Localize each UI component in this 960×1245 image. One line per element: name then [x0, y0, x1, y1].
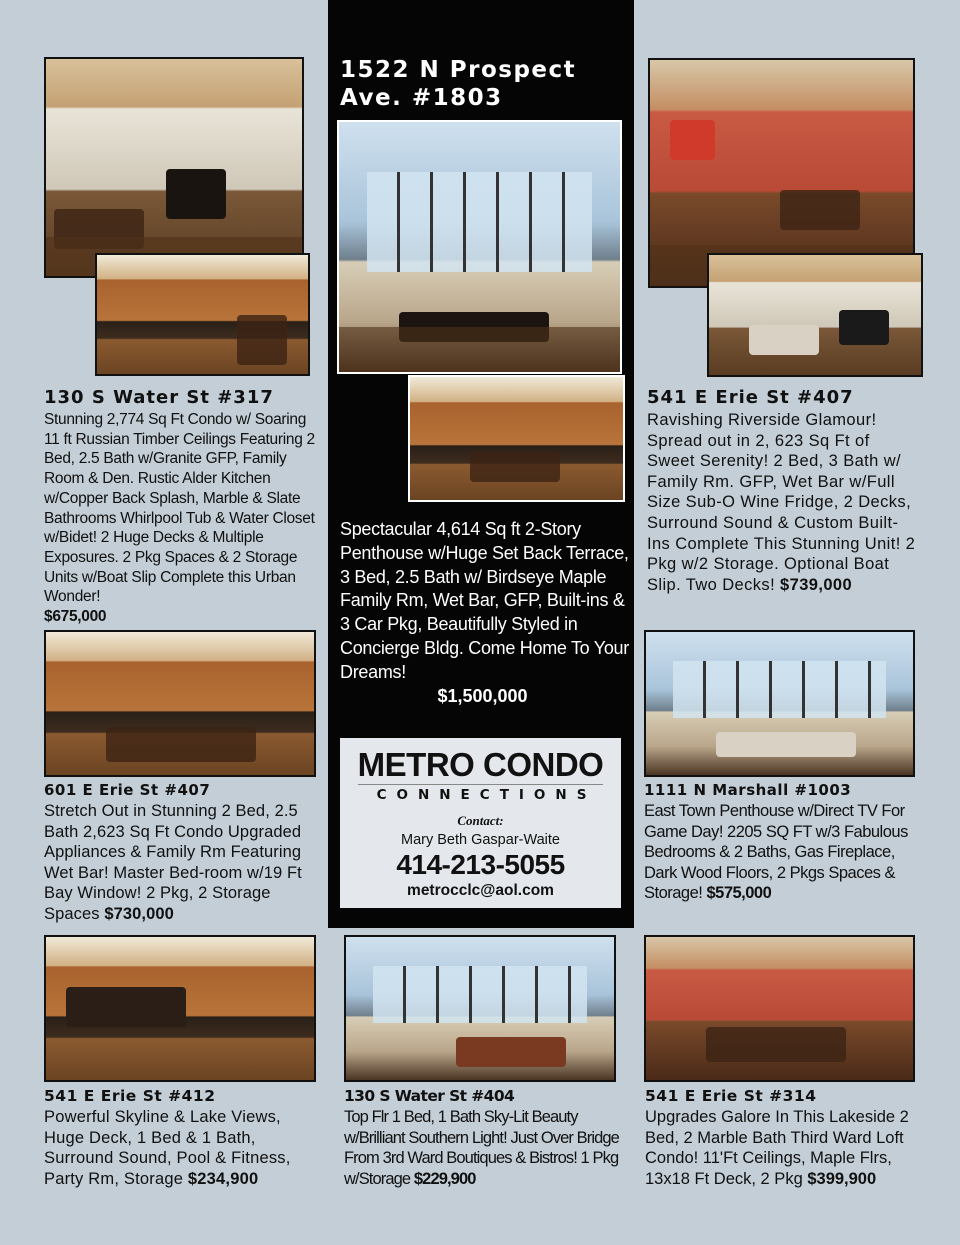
featured-description: Spectacular 4,614 Sq ft 2-Story Penthouse w/Huge Set Back Terrace, 3 Bed, 2.5 Bath w/ Birdseye Maple Family Rm, Wet Bar, GFP, Built-ins & 3 Car Pkg, Beautifully Styled in Concierge Bldg. Come Home To Your Dreams! — [340, 519, 629, 682]
listing-price: $234,900 — [187, 1169, 259, 1188]
brand-name: METRO CONDO — [357, 746, 604, 783]
listing-address: 130 S Water St #404 — [344, 1087, 515, 1105]
listing-description-text: Top Flr 1 Bed, 1 Bath Sky-Lit Beauty w/Brilliant Southern Light! Just Over Bridge From 3rd Ward Boutiques & Bistros! 1 Pkg w/Storage — [344, 1108, 619, 1188]
listing-address: 601 E Erie St #407 — [44, 781, 211, 799]
listing-card — [647, 387, 919, 595]
listing-photo-living-room — [44, 57, 304, 278]
featured-price: $1,500,000 — [437, 686, 528, 706]
listing-address: 130 S Water St #317 — [44, 387, 274, 408]
listing-card — [44, 387, 316, 627]
contact-label: Contact: — [457, 813, 504, 828]
listing-price: $575,000 — [706, 884, 772, 903]
listing-description — [644, 801, 924, 904]
listing-description — [344, 1107, 620, 1189]
listing-address: 541 E Erie St #412 — [44, 1087, 216, 1105]
contact-card — [340, 738, 621, 908]
listing-card — [645, 1087, 920, 1189]
listing-card — [344, 1087, 620, 1189]
listing-price: $229,900 — [413, 1169, 476, 1188]
listing-photo-open-kitchen — [44, 935, 316, 1082]
featured-photo-dining — [337, 120, 622, 374]
listing-description-text: Stretch Out in Stunning 2 Bed, 2.5 Bath 2,623 Sq Ft Condo Upgraded Appliances & Family Rm Featuring Wet Bar! Master Bed-room w/19 Ft Bay Window! 2 Pkg, 2 Storage Spaces — [44, 802, 302, 923]
listing-photo-kitchen-island — [44, 630, 316, 777]
listing-description — [647, 410, 919, 595]
listing-photo-kitchen — [95, 253, 310, 376]
agent-phone[interactable]: 414-213-5055 — [396, 849, 565, 880]
listing-price: $739,000 — [780, 575, 853, 594]
listing-description — [44, 410, 316, 627]
listing-card — [44, 781, 316, 925]
featured-address: 1522 N Prospect Ave. #1803 — [340, 57, 577, 111]
brand-divider — [358, 784, 603, 785]
listing-description — [44, 1107, 316, 1189]
agent-name: Mary Beth Gaspar-Waite — [400, 832, 560, 848]
listing-price: $399,900 — [807, 1169, 877, 1188]
listing-description-text: Powerful Skyline & Lake Views, Huge Deck, 1 Bed & 1 Bath, Surround Sound, Pool & Fitness, Party Rm, Storage — [44, 1108, 291, 1188]
listing-description-text: Stunning 2,774 Sq Ft Condo w/ Soaring 11 ft Russian Timber Ceilings Featuring 2 Bed, 2.5 Bath w/Granite GFP, Family Room & Den. Rustic Alder Kitchen w/Copper Back Splash, Marble & Slate Bathrooms Whirlpool Tub & Water Closet w/Bidet! 2 Huge Decks & Multiple Exposures. 2 Pkg Spaces & 2 Storage Units w/Boat Slip Complete this Urban Wonder! — [44, 411, 315, 606]
listing-description-text: Upgrades Galore In This Lakeside 2 Bed, 2 Marble Bath Third Ward Loft Condo! 11'Ft Ceilings, Maple Flrs, 13x18 Ft Deck, 2 Pkg — [645, 1108, 909, 1188]
listing-price: $675,000 — [44, 608, 107, 626]
listing-address: 541 E Erie St #314 — [645, 1087, 817, 1105]
listing-price: $730,000 — [104, 904, 174, 923]
listing-card — [44, 1087, 316, 1189]
featured-photo-kitchen — [408, 375, 625, 502]
agent-email[interactable]: metrocclc@aol.com — [407, 882, 554, 899]
listing-card — [644, 781, 924, 904]
listing-photo-penthouse-living — [644, 630, 915, 777]
listing-address: 541 E Erie St #407 — [647, 387, 854, 408]
listing-description — [44, 801, 316, 925]
listing-address: 1111 N Marshall #1003 — [644, 781, 852, 799]
listing-description-text: Ravishing Riverside Glamour! Spread out in 2, 623 Sq Ft of Sweet Serenity! 2 Bed, 3 Bath w/ Family Rm. GFP, Wet Bar w/Full Size Sub-O Wine Fridge, 2 Decks, Surround Sound & Custom Built-Ins Complete This Stunning Unit! 2 Pkg w/2 Storage. Optional Boat Slip. Two Decks! — [647, 411, 916, 594]
listing-photo-loft-kitchen — [644, 935, 915, 1082]
listing-description-text: East Town Penthouse w/Direct TV For Game Day! 2205 SQ FT w/3 Fabulous Bedrooms & 2 Baths, Gas Fireplace, Dark Wood Floors, 2 Pkgs Spaces & Storage! — [644, 802, 908, 903]
brand-tagline: CONNECTIONS — [376, 787, 597, 803]
listing-photo-loft-living — [344, 935, 616, 1082]
listing-description — [645, 1107, 920, 1189]
listing-photo-family-room — [707, 253, 923, 377]
